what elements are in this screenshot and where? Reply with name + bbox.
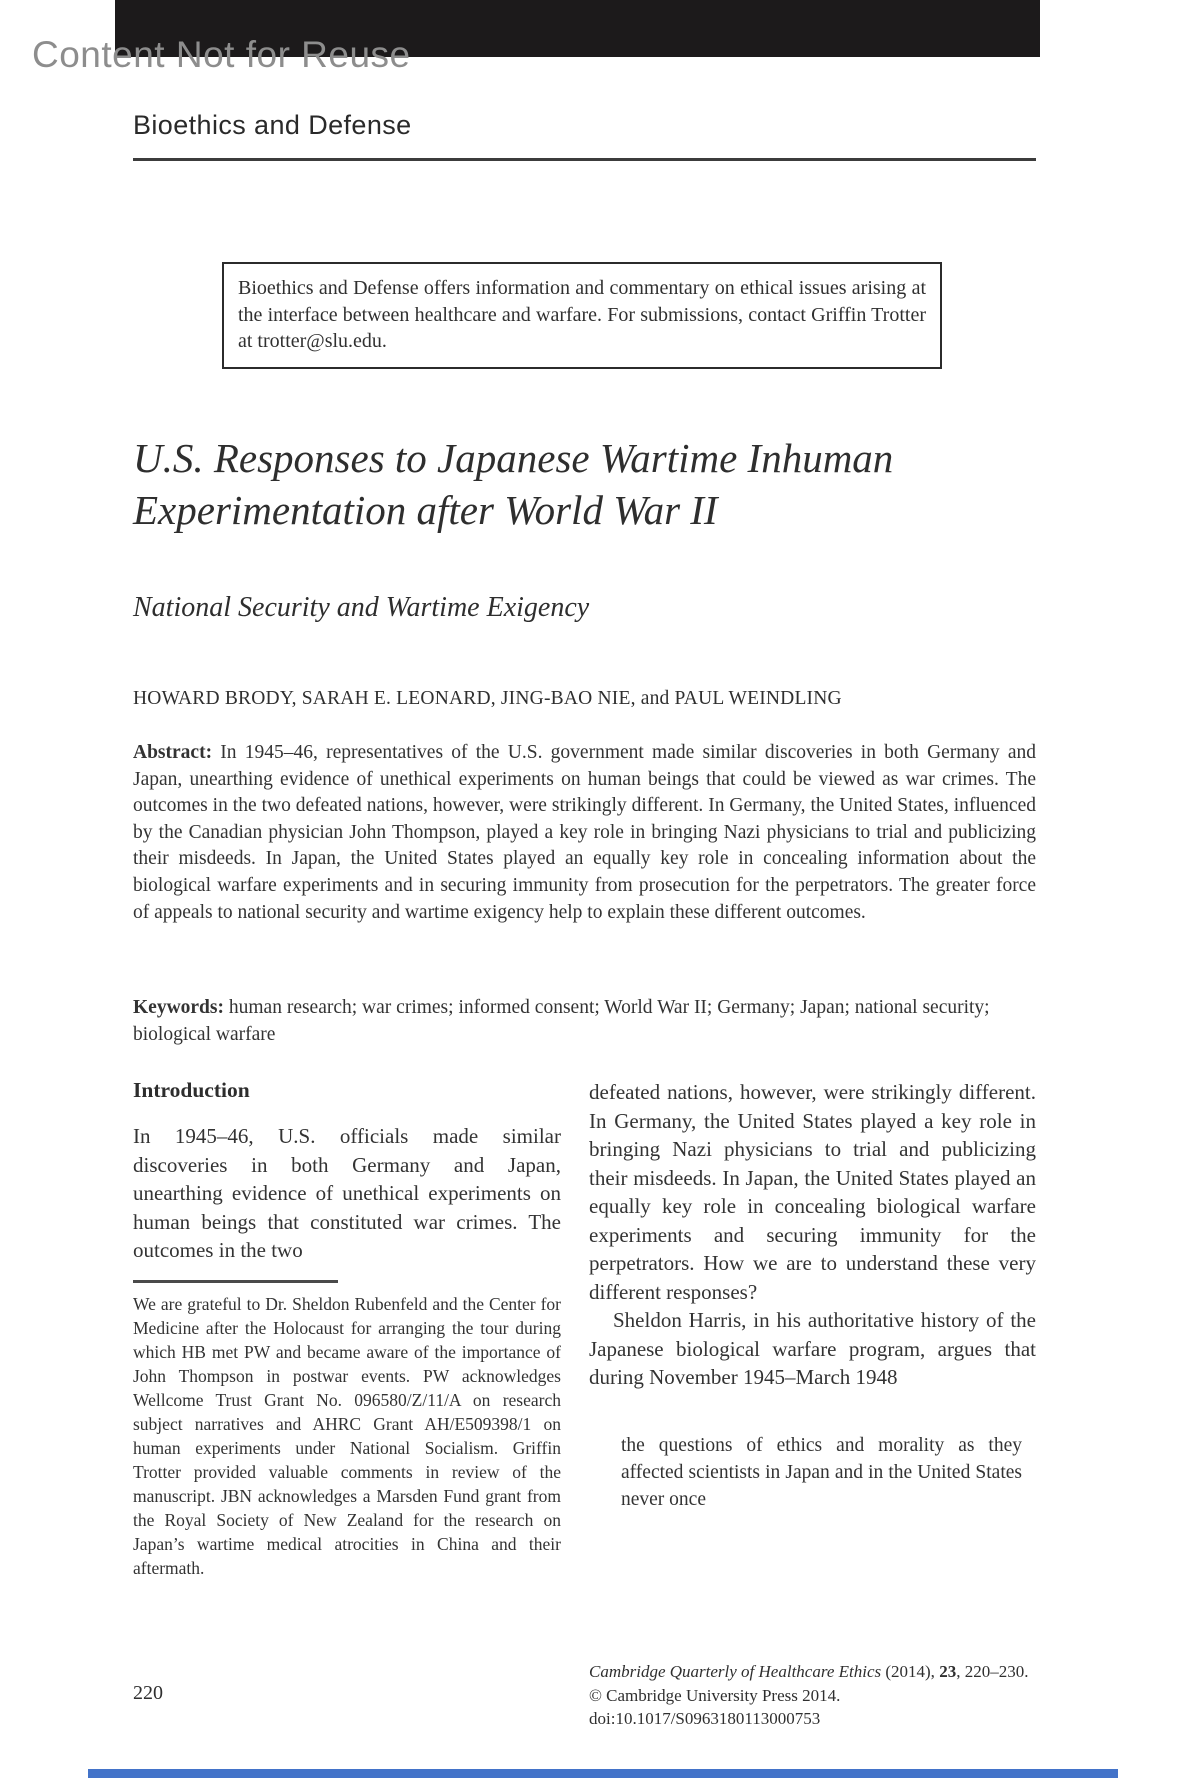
footnote-rule (133, 1280, 338, 1283)
right-column-paragraph-1: defeated nations, however, were strikingly different. In Germany, the United States played a key role in bringing Nazi physicians to trial and publicizing their misdeeds. In Japan, the United States played an equally key role in concealing biological warfare experiments and securing immunity for the perpetrators. How we are to understand these very different responses? (589, 1080, 1036, 1304)
keywords-paragraph (133, 995, 1036, 1048)
article-title: U.S. Responses to Japanese Wartime Inhuman Experimentation after World War II (133, 435, 894, 533)
citation-pages: , 220–230. (956, 1662, 1029, 1681)
abstract-label: Abstract: (133, 742, 213, 763)
keywords-text: human research; war crimes; informed consent; World War II; Germany; Japan; national security; biological warfare (133, 997, 990, 1045)
abstract-text: In 1945–46, representatives of the U.S. government made similar discoveries in both Germany and Japan, unearthing evidence of unethical experiments on human beings that could be viewed as war crimes. The outcomes in the two defeated nations, however, were strikingly different. In Germany, the United States, influenced by the Canadian physician John Thompson, played a key role in bringing Nazi physicians to trial and publicizing their misdeeds. In Japan, the United States played an equally key role in concealing information about the biological warfare experiments and in securing immunity from prosecution for the perpetrators. The greater force of appeals to national security and wartime exigency help to explain these different outcomes. (133, 742, 1037, 923)
submission-notice-box (222, 262, 942, 369)
right-column-paragraph-2: Sheldon Harris, in his authoritative history of the Japanese biological warfare program, argues that during November 1945–March 1948 (589, 1308, 1036, 1389)
acknowledgments-footnote: We are grateful to Dr. Sheldon Rubenfeld and the Center for Medicine after the Holocaust for arranging the tour during which HB met PW and became aware of the importance of John Thompson in postwar events. PW acknowledges Wellcome Trust Grant No. 096580/Z/11/A on research subject narratives and AHRC Grant AH/E509398/1 on human experiments under National Socialism. Griffin Trotter provided valuable comments in review of the manuscript. JBN acknowledges a Marsden Fund grant from the Royal Society of New Zealand for the research on Japan’s wartime medical atrocities in China and their aftermath. (133, 1293, 561, 1578)
left-column (133, 1078, 561, 1580)
page-number: 220 (133, 1682, 163, 1704)
citation-journal-name: Cambridge Quarterly of Healthcare Ethics (589, 1662, 882, 1681)
article-subtitle: National Security and Wartime Exigency (133, 592, 590, 623)
header-rule (133, 158, 1036, 161)
block-quote: the questions of ethics and morality as they affected scientists in Japan and in the United States never once (621, 1434, 1022, 1510)
section-header: Bioethics and Defense (133, 110, 412, 140)
left-column-paragraph: In 1945–46, U.S. officials made similar discoveries in both Germany and Japan, unearthing evidence of unethical experiments on human beings that constituted war crimes. The outcomes in the two (133, 1124, 561, 1262)
citation-year: (2014), (881, 1662, 940, 1681)
watermark-text: Content Not for Reuse (32, 34, 411, 75)
citation-doi: doi:10.1017/S0963180113000753 (589, 1709, 821, 1728)
submission-notice-text: Bioethics and Defense offers information and commentary on ethical issues arising at the interface between healthcare and warfare. For submissions, contact Griffin Trotter at trotter@slu.edu. (238, 277, 926, 352)
keywords-label: Keywords: (133, 997, 224, 1018)
abstract-paragraph (133, 740, 1036, 926)
citation-volume: 23 (939, 1662, 957, 1681)
author-line: HOWARD BRODY, SARAH E. LEONARD, JING-BAO NIE, and PAUL WEINDLING (133, 688, 842, 709)
introduction-heading: Introduction (133, 1078, 250, 1102)
bottom-accent-bar (88, 1769, 1118, 1778)
citation-copyright: © Cambridge University Press 2014. (589, 1685, 841, 1705)
journal-citation (589, 1660, 1039, 1731)
right-column (589, 1078, 1036, 1513)
citation-line (589, 1660, 1039, 1684)
